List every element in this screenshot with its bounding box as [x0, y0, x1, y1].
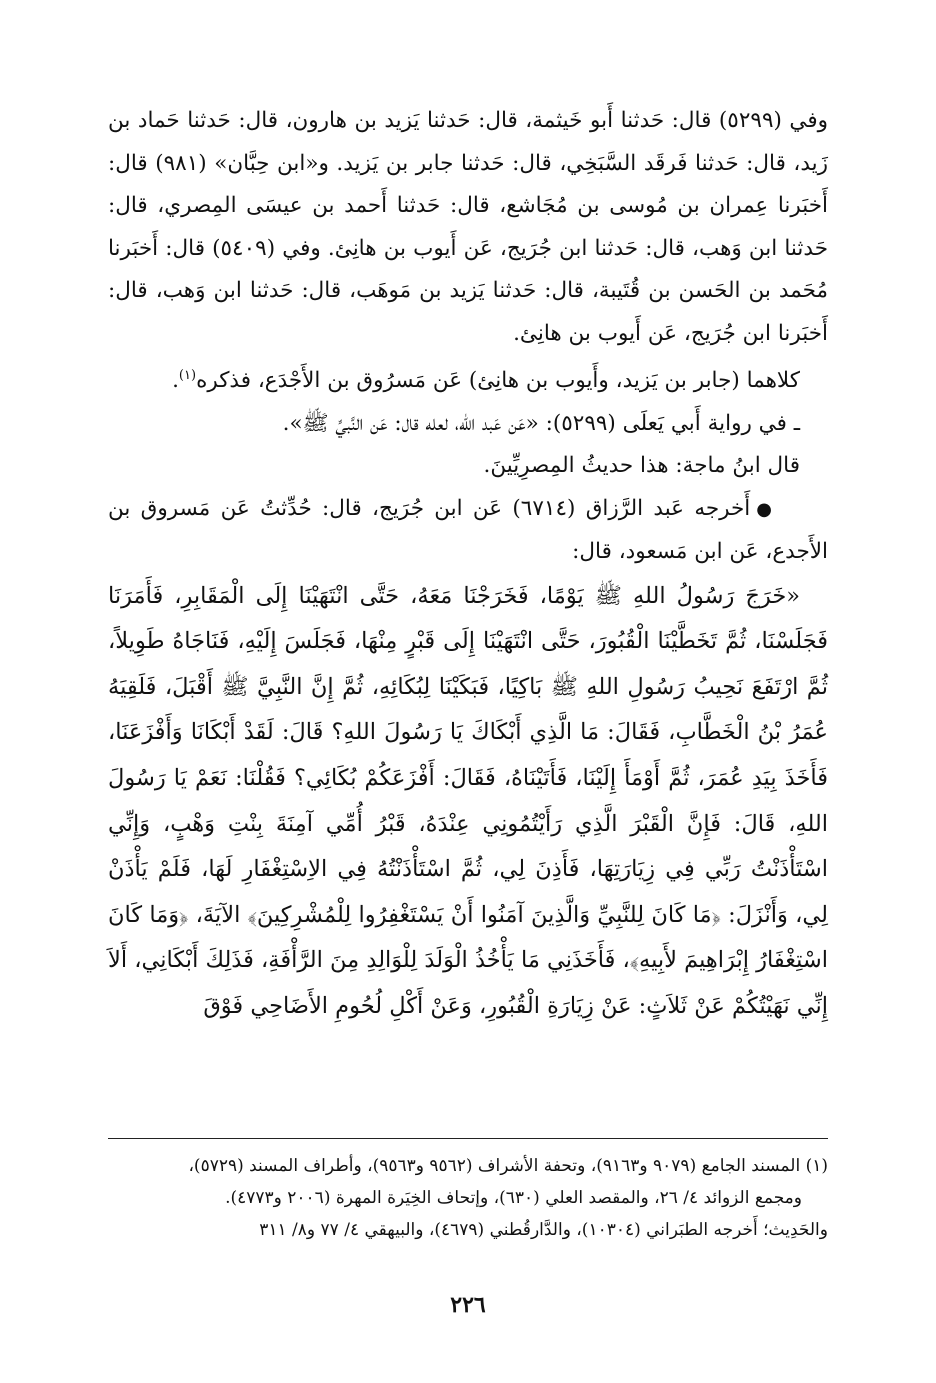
footnote-marker: (١) [805, 1156, 828, 1176]
page-body [108, 100, 828, 1030]
paragraph-abu-yala-note: ـ في رواية أَبي يَعلَى (٥٢٩٩): «عَن عَبد الله، لعله قال: عَن النَّبيِّ ﷺ». [282, 410, 800, 436]
paragraph-both-narrators-text: كلاهما (جابر بن يَزيد، وأَيوب بن هانِئ) عَن مَسرُوق بن الأَجْدَع، فذكره [196, 368, 800, 394]
footnotes [108, 1150, 828, 1246]
bullet-icon: ● [756, 498, 772, 520]
paragraph-both-narrators: كلاهما (جابر بن يَزيد، وأَيوب بن هانِئ) عَن مَسرُوق بن الأَجْدَع، فذكره$^{(١)}$. [172, 368, 800, 394]
footnote-reference[interactable]: (١) [178, 368, 197, 383]
paragraph-abdul-razzaq [108, 488, 828, 574]
page-number: ٢٢٦ [450, 1292, 486, 1318]
paragraph-isnad: وفي (٥٢٩٩) قال: حَدثنا أَبو خَيثمة، قال: حَدثنا يَزيد بن هارون، قال: حَدثنا حَماد بن زَيد، قال: حَدثنا فَرقَد السَّبَخِي، قال: حَدثنا جابر بن يَزيد. و«ابن حِبَّان» (٩٨١) قال: أَخبَرنا عِمران بن مُوسى بن مُجَاشع، قال: حَدثنا أَحمد بن عيسَى المِصري، قال: حَدثنا ابن وَهب، قال: حَدثنا ابن جُرَيج، عَن أَيوب بن هانِئ. وفي (٥٤٠٩) قال: أَخبَرنا مُحَمد بن الحَسن بن قُتَيبة، قال: حَدثنا يَزيد بن مَوهَب، قال: حَدثنا ابن وَهب، قال: أَخبَرنا ابن جُرَيج، عَن أَيوب بن هانِئ. [108, 108, 829, 346]
paragraph-ibn-majah-note: قال ابنُ ماجة: هذا حديثُ المِصرِيِّينَ. [483, 453, 800, 479]
footnote-line-1-text: المسند الجامع (٩٠٧٩ و٩١٦٣)، وتحفة الأشراف (٩٥٦٢ و٩٥٦٣)، وأطراف المسند (٥٧٢٩)، [188, 1156, 801, 1176]
hadith-text: «خَرَجَ رَسُولُ اللهِ ﷺ يَوْمًا، فَخَرَجْنَا مَعَهُ، حَتَّى انْتَهَيْنَا إِلَى الْمَقَابِرِ، فَأَمَرَنَا فَجَلَسْنَا، ثُمَّ تَخَطَّيْنَا الْقُبُورَ، حَتَّى انْتَهَيْنَا إِلَى قَبْرٍ مِنْهَا، فَجَلَسَ إِلَيْهِ، فَنَاجَاهُ طَوِيلاً، ثُمَّ ارْتَفَعَ نَحِيبُ رَسُولِ اللهِ ﷺ بَاكِيًا، فَبَكَيْنَا لِبُكَائِهِ، ثُمَّ إِنَّ النَّبِيَّ ﷺ أَقْبَلَ، فَلَقِيَهُ عُمَرُ بْنُ الْخَطَّابِ، فَقَالَ: مَا الَّذِي أَبْكَاكَ يَا رَسُولَ اللهِ؟ قَالَ: لَقَدْ أَبْكَانَا وَأَفْزَعَنَا، فَأَخَذَ بِيَدِ عُمَرَ، ثُمَّ أَوْمَأَ إِلَيْنَا، فَأَتَيْنَاهُ، فَقَالَ: أَفْزَعَكُمْ بُكَائِي؟ فَقُلْنَا: نَعَمْ يَا رَسُولَ اللهِ، قَالَ: فَإِنَّ الْقَبْرَ الَّذِي رَأَيْتُمُونِي عِنْدَهُ، قَبْرُ أُمِّي آمِنَةَ بِنْتِ وَهْبٍ، وَإِنِّي اسْتَأْذَنْتُ رَبِّي فِي زِيَارَتِهَا، فَأَذِنَ لِي، ثُمَّ اسْتَأْذَنْتُهُ فِي الاِسْتِغْفَارِ لَهَا، فَلَمْ يَأْذَنْ لِي، وَأَنْزَلَ: ﴿مَا كَانَ لِلنَّبِيِّ وَالَّذِينَ آمَنُوا أَنْ يَسْتَغْفِرُوا لِلْمُشْرِكِينَ﴾ الآيَةَ، ﴿وَمَا كَانَ اسْتِغْفَارُ إِبْرَاهِيمَ لأَبِيهِ﴾، فَأَخَذَنِي مَا يَأْخُذُ الْوَلَدَ لِلْوَالِدِ مِنَ الرَّأْفَةِ، فَذَلِكَ أَبْكَانِي، أَلاَ إِنِّي نَهَيْتُكُمْ عَنْ ثَلاَثٍ: عَنْ زِيَارَةِ الْقُبُورِ، وَعَنْ أَكْلِ لُحُومِ الأَضَاحِي فَوْقَ [108, 582, 828, 1019]
footnote-line: ومجمع الزوائد ٤/ ٢٦، والمقصد العلي (٦٣٠)، وإتحاف الخِيَرة المهرة (٢٠٠٦ و٤٧٧٣). [225, 1188, 802, 1208]
footnote-divider [108, 1138, 828, 1139]
paragraph-abdul-razzaq-text: أَخرجه عَبد الرَّزاق (٦٧١٤) عَن ابن جُرَيج، قال: حُدِّثتُ عَن مَسروق بن الأَجدع، عَن ابن مَسعود، قال: [108, 495, 828, 565]
footnote-line: والحَدِيث؛ أَخرجه الطبَراني (١٠٣٠٤)، والدَّارقُطني (٤٦٧٩)، والبيهقي ٤/ ٧٧ و٨/ ٣١١ [259, 1220, 828, 1240]
hadith-block [108, 574, 828, 1030]
footnote-line [108, 1150, 828, 1182]
